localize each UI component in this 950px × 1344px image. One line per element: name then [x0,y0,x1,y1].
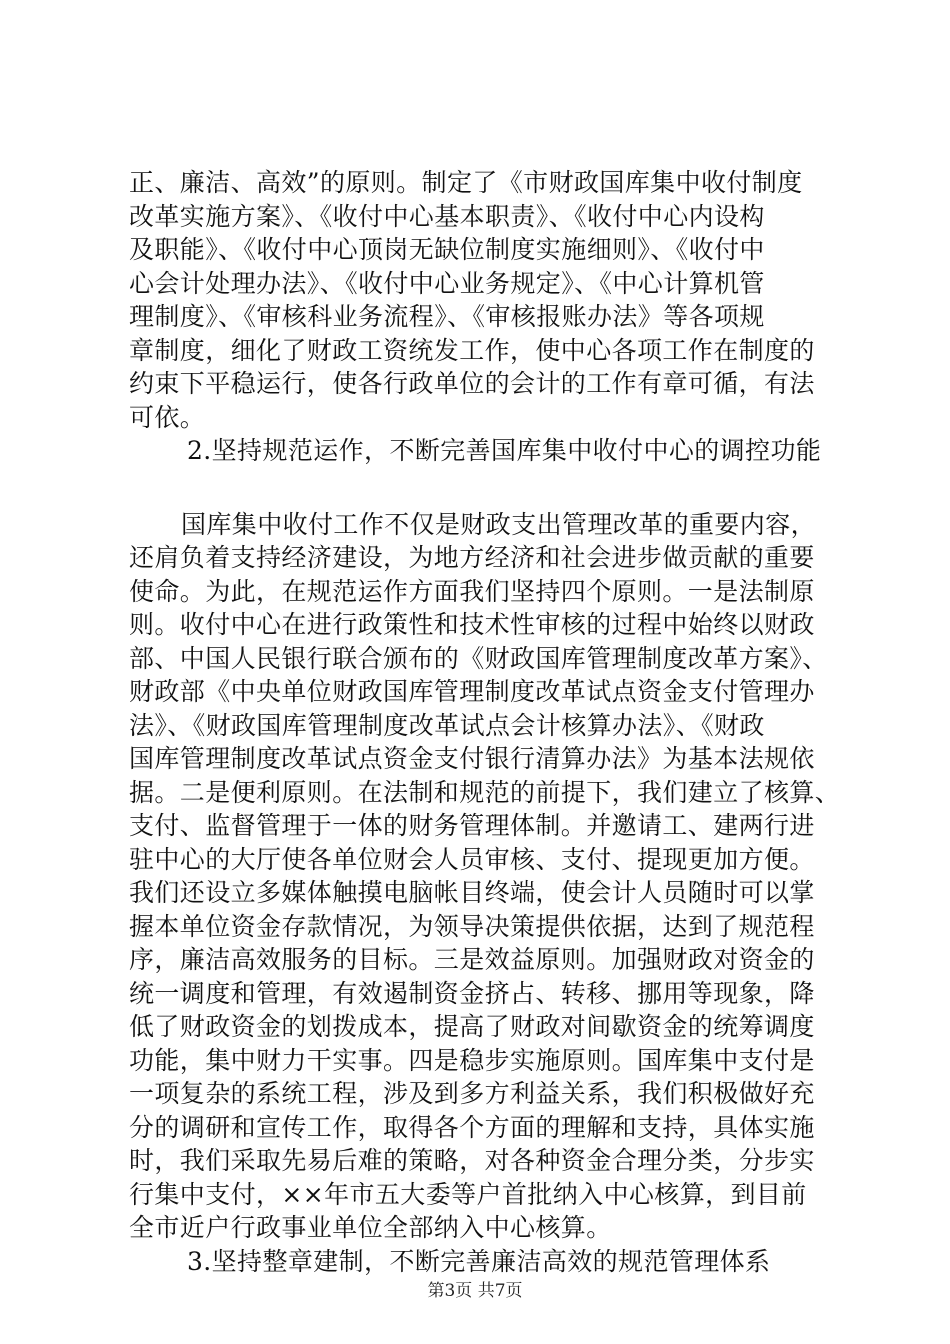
text-line: 国库集中收付工作不仅是财政支出管理改革的重要内容， [181,509,817,539]
section-heading-2: 2.坚持规范运作，不断完善国库集中收付中心的调控功能 [187,436,822,465]
text-line: 全市近户行政事业单位全部纳入中心核算。 [129,1213,612,1242]
document-body [129,166,841,1278]
text-line: 心会计处理办法》、《收付中心业务规定》、《中心计算机管 [129,268,765,298]
text-line: 还肩负着支持经济建设，为地方经济和社会进步做贡献的重要 [129,543,815,572]
text-line: 一项复杂的系统工程，涉及到多方利益关系，我们积极做好充 [129,1079,815,1108]
spacer [129,468,829,508]
text-line: 财政部《中央单位财政国库管理制度改革试点资金支付管理办 [129,677,815,706]
section2-paragraph [129,508,841,1245]
text-line: 使命。为此，在规范运作方面我们坚持四个原则。一是法制原 [129,576,815,606]
text-line: 约束下平稳运行，使各行政单位的会计的工作有章可循，有法 [129,369,815,398]
text-line: 法》、《财政国库管理制度改革试点会计核算办法》、《财政 [129,710,765,740]
text-line: 及职能》、《收付中心顶岗无缺位制度实施细则》、《收付中 [129,235,765,264]
section1-continuation [129,166,829,434]
text-line: 功能，集中财力干实事。四是稳步实施原则。国库集中支付是 [129,1045,815,1075]
text-line: 统一调度和管理，有效遏制资金挤占、转移、挪用等现象，降 [129,978,815,1008]
section-heading-3: 3.坚持整章建制，不断完善廉洁高效的规范管理体系 [187,1246,771,1276]
text-line: 据。二是便利原则。在法制和规范的前提下，我们建立了核算、 [129,777,841,807]
text-line: 支付、监督管理于一体的财务管理体制。并邀请工、建两行进 [129,811,815,840]
text-line: 驻中心的大厅使各单位财会人员审核、支付、提现更加方便。 [129,844,815,874]
text-line: 分的调研和宣传工作，取得各个方面的理解和支持，具体实施 [129,1112,815,1142]
text-line: 理制度》、《审核科业务流程》、《审核报账办法》等各项规 [129,302,765,331]
text-line: 章制度，细化了财政工资统发工作，使中心各项工作在制度的 [129,335,815,365]
text-line: 低了财政资金的划拨成本，提高了财政对间歇资金的统筹调度 [129,1012,815,1041]
text-line: 则。收付中心在进行政策性和技术性审核的过程中始终以财政 [129,610,815,639]
text-line: 我们还设立多媒体触摸电脑帐目终端，使会计人员随时可以掌 [129,878,815,907]
text-line: 改革实施方案》、《收付中心基本职责》、《收付中心内设构 [129,201,765,231]
text-line: 序，廉洁高效服务的目标。三是效益原则。加强财政对资金的 [129,945,815,974]
text-line: 正、廉洁、高效”的原则。制定了《市财政国库集中收付制度 [129,168,803,197]
text-line: 部、中国人民银行联合颁布的《财政国库管理制度改革方案》、 [129,643,828,673]
page-number-footer: 第3页 共7页 [427,1281,523,1301]
text-line: 握本单位资金存款情况，为领导决策提供依据，达到了规范程 [129,911,815,941]
text-line: 国库管理制度改革试点资金支付银行清算办法》为基本法规依 [129,744,815,773]
text-line: 时，我们采取先易后难的策略，对各种资金合理分类，分步实 [129,1146,815,1175]
text-line: 行集中支付，××年市五大委等户首批纳入中心核算，到目前 [129,1179,807,1209]
text-line: 可依。 [129,402,206,432]
